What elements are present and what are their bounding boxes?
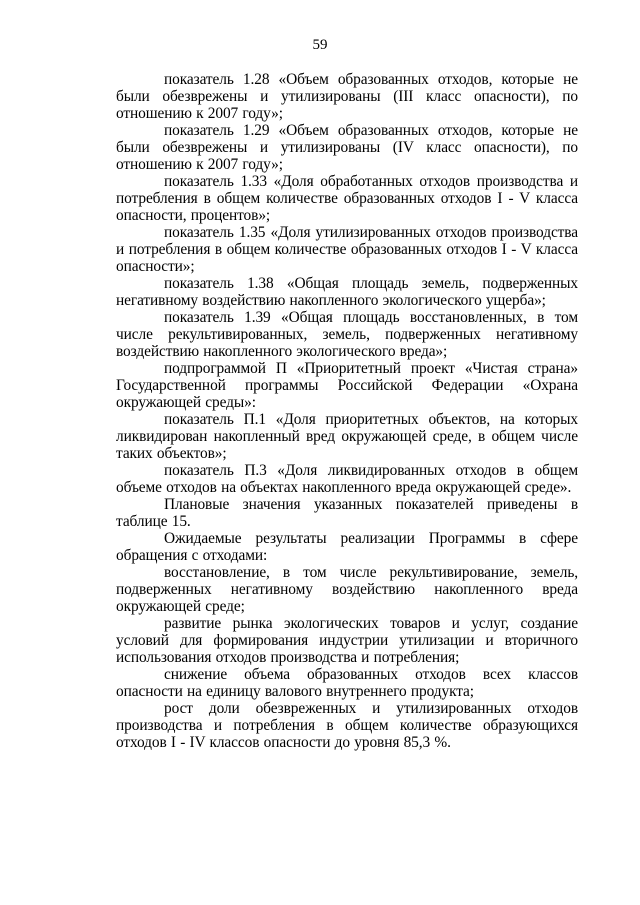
paragraph-result-reduction: снижение объема образованных отходов всех классов опасности на единицу валового внутреннего продукта; xyxy=(116,666,578,700)
paragraph-result-restoration: восстановление, в том числе рекультивирование, земель, подверженных негативному воздействию накопленного вреда окружающей среде; xyxy=(116,564,578,615)
paragraph-result-growth: рост доли обезвреженных и утилизированных отходов производства и потребления в общем количестве образующихся отходов I - IV классов опасности до уровня 85,3 %. xyxy=(116,700,578,751)
paragraph-indicator-p1: показатель П.1 «Доля приоритетных объектов, на которых ликвидирован накопленный вред окружающей среде, в общем числе таких объектов»; xyxy=(116,411,578,462)
page-number: 59 xyxy=(312,37,328,53)
paragraph-result-market: развитие рынка экологических товаров и услуг, создание условий для формирования индустрии утилизации и вторичного использования отходов производства и потребления; xyxy=(116,615,578,666)
paragraph-subprogram-p: подпрограммой П «Приоритетный проект «Чистая страна» Государственной программы Российской Федерации «Охрана окружающей среды»: xyxy=(116,360,578,411)
paragraph-indicator-p3: показатель П.3 «Доля ликвидированных отходов в общем объеме отходов на объектах накопленного вреда окружающей среде». xyxy=(116,462,578,496)
paragraph-indicator-1-35: показатель 1.35 «Доля утилизированных отходов производства и потребления в общем количестве образованных отходов I - V класса опасности»; xyxy=(116,224,578,275)
paragraph-indicator-1-28: показатель 1.28 «Объем образованных отходов, которые не были обезврежены и утилизированы (III класс опасности), по отношению к 2007 году»; xyxy=(116,71,578,122)
paragraph-indicator-1-33: показатель 1.33 «Доля обработанных отходов производства и потребления в общем количестве образованных отходов I - V класса опасности, процентов»; xyxy=(116,173,578,224)
paragraph-indicator-1-29: показатель 1.29 «Объем образованных отходов, которые не были обезврежены и утилизированы (IV класс опасности), по отношению к 2007 году»; xyxy=(116,122,578,173)
paragraph-expected-results: Ожидаемые результаты реализации Программы в сфере обращения с отходами: xyxy=(116,530,578,564)
paragraph-indicator-1-39: показатель 1.39 «Общая площадь восстановленных, в том числе рекультивированных, земель, подверженных негативному воздействию накопленного экологического вреда»; xyxy=(116,309,578,360)
document-body xyxy=(116,71,578,751)
paragraph-indicator-1-38: показатель 1.38 «Общая площадь земель, подверженных негативному воздействию накопленного экологического ущерба»; xyxy=(116,275,578,309)
paragraph-table-reference: Плановые значения указанных показателей приведены в таблице 15. xyxy=(116,496,578,530)
